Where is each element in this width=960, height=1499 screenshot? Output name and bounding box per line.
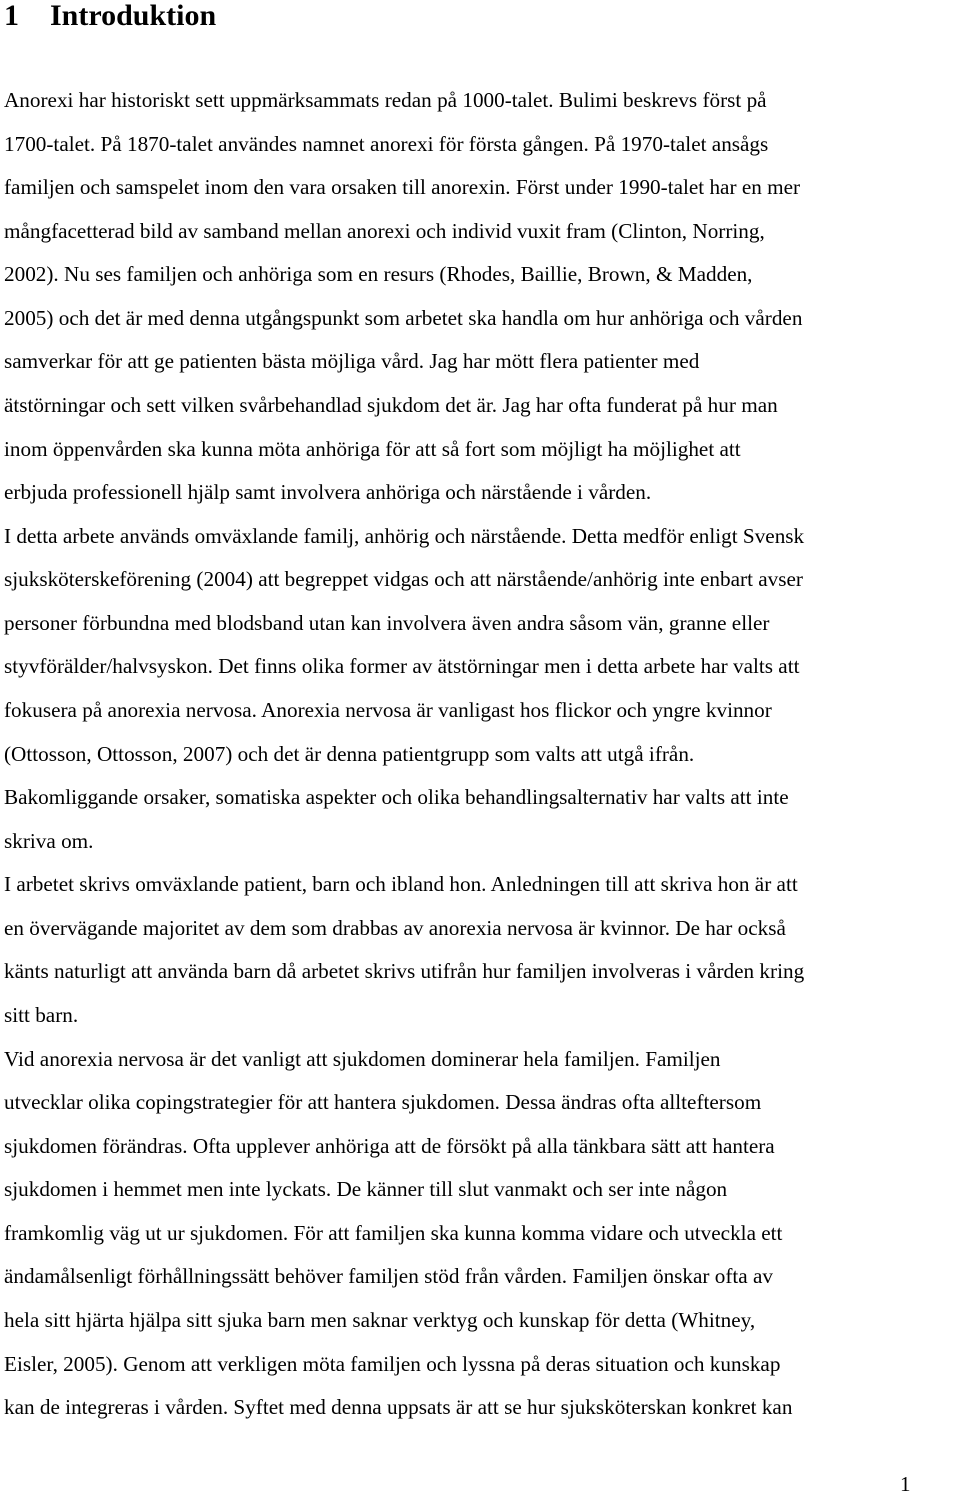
text-line: fokusera på anorexia nervosa. Anorexia nervosa är vanligast hos flickor och yngre kvinnor [4, 698, 772, 722]
text-line: skriva om. [4, 828, 94, 853]
text-line: 2005) och det är med denna utgångspunkt som arbetet ska handla om hur anhöriga och vården [4, 305, 803, 330]
text-line: utvecklar olika copingstrategier för att hantera sjukdomen. Dessa ändras ofta allteftersom [4, 1090, 762, 1115]
text-line: hela sitt hjärta hjälpa sitt sjuka barn men saknar verktyg och kunskap för detta (Whitney, [4, 1308, 756, 1332]
text-line: sjukdomen i hemmet men inte lyckats. De känner till slut vanmakt och ser inte någon [4, 1177, 728, 1202]
text-line: Vid anorexia nervosa är det vanligt att sjukdomen dominerar hela familjen. Familjen [4, 1046, 721, 1071]
text-line: sjukdomen förändras. Ofta upplever anhöriga att de försökt på alla tänkbara sätt att hantera [4, 1133, 775, 1158]
text-line: en övervägande majoritet av dem som drabbas av anorexia nervosa är kvinnor. De har också [4, 915, 786, 940]
text-line: inom öppenvården ska kunna möta anhöriga för att så fort som möjligt ha möjlighet att [4, 436, 741, 461]
section-title: Introduktion [50, 0, 217, 32]
text-line: I detta arbete används omväxlande familj, anhörig och närstående. Detta medför enligt Svensk [4, 523, 805, 548]
text-line: Bakomliggande orsaker, somatiska aspekter och olika behandlingsalternativ har valts att inte [4, 785, 789, 810]
text-line: kan de integreras i vården. Syftet med denna uppsats är att se hur sjuksköterskan konkret kan [4, 1395, 793, 1420]
section-number: 1 [4, 0, 19, 32]
text-line: I arbetet skrivs omväxlande patient, barn och ibland hon. Anledningen till att skriva hon är att [4, 872, 798, 897]
text-line: styvförälder/halvsyskon. Det finns olika former av ätstörningar men i detta arbete har valts att [4, 654, 800, 679]
text-line: (Ottosson, Ottosson, 2007) och det är denna patientgrupp som valts att utgå ifrån. [4, 741, 695, 766]
text-line: Eisler, 2005). Genom att verkligen möta familjen och lyssna på deras situation och kunskap [4, 1351, 781, 1376]
text-line: framkomlig väg ut ur sjukdomen. För att familjen ska kunna komma vidare och utveckla ett [4, 1220, 783, 1245]
text-line: sjuksköterskeförening (2004) att begreppet vidgas och att närstående/anhörig inte enbart avser [4, 567, 803, 592]
text-line: ändamålsenligt förhållningssätt behöver familjen stöd från vården. Familjen önskar ofta av [4, 1264, 773, 1289]
text-line: 2002). Nu ses familjen och anhöriga som en resurs (Rhodes, Baillie, Brown, & Madden, [4, 262, 753, 287]
text-line: personer förbundna med blodsband utan kan involvera även andra såsom vän, granne eller [4, 610, 770, 635]
text-line: mångfacetterad bild av samband mellan anorexi och individ vuxit fram (Clinton, Norring, [4, 218, 765, 243]
text-line: sitt barn. [4, 1003, 79, 1027]
text-line: känts naturligt att använda barn då arbetet skrivs utifrån hur familjen involveras i vården kring [4, 959, 805, 984]
text-line: 1700-talet. På 1870-talet användes namnet anorexi för första gången. På 1970-talet ansågs [4, 131, 769, 156]
text-line: familjen och samspelet inom den vara orsaken till anorexin. Först under 1990-talet har en mer [4, 175, 801, 200]
text-line: Anorexi har historiskt sett uppmärksammats redan på 1000-talet. Bulimi beskrevs först på [4, 88, 767, 112]
text-line: ätstörningar och sett vilken svårbehandlad sjukdom det är. Jag har ofta funderat på hur man [4, 393, 778, 417]
section-heading [4, 0, 216, 36]
text-line: samverkar för att ge patienten bästa möjliga vård. Jag har mött flera patienter med [4, 349, 700, 374]
page-number: 1 [900, 1472, 911, 1496]
text-line: erbjuda professionell hjälp samt involvera anhöriga och närstående i vården. [4, 480, 652, 505]
